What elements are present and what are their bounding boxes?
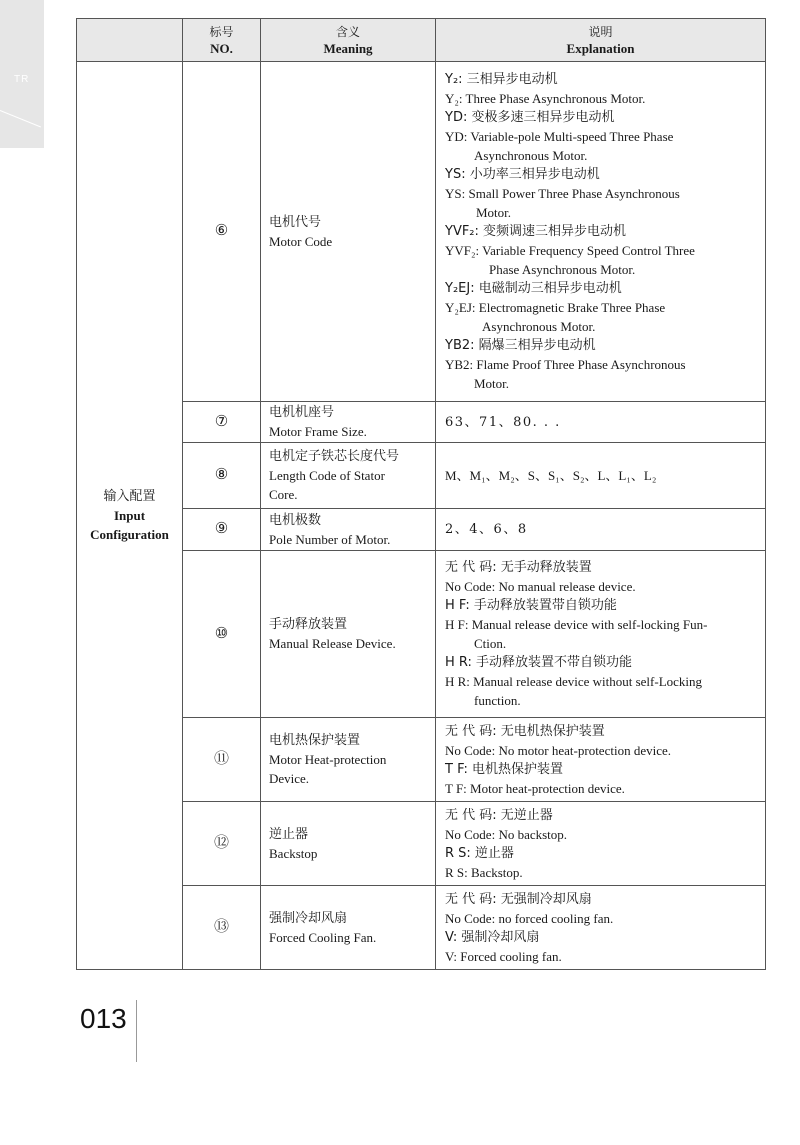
row-number: ⑩ bbox=[183, 551, 261, 718]
row-explanation: 无 代 码: 无强制冷却风扇 No Code: no forced cooling fan. V: 强制冷却风扇 V: Forced cooling fan. bbox=[436, 886, 766, 970]
row-meaning: 电机热保护装置 Motor Heat-protection Device. bbox=[261, 718, 436, 802]
row-meaning: 电机代号 Motor Code bbox=[261, 62, 436, 402]
table-header-row bbox=[77, 19, 766, 62]
header-meaning: 含义 Meaning bbox=[261, 19, 436, 62]
page-number-divider bbox=[136, 1000, 137, 1062]
row-meaning: 电机极数 Pole Number of Motor. bbox=[261, 509, 436, 551]
row-explanation: 无 代 码: 无手动释放装置 No Code: No manual release device. H F: 手动释放装置带自锁功能 H F: Manual release device with self-locking Fun- Ction. H R: 手动释放装置不带自锁功能 H R: Manual release device without self-Locking function. bbox=[436, 551, 766, 718]
header-explanation: 说明 Explanation bbox=[436, 19, 766, 62]
configuration-table bbox=[76, 18, 766, 970]
header-empty bbox=[77, 19, 183, 62]
row-meaning: 手动释放装置 Manual Release Device. bbox=[261, 551, 436, 718]
side-tab bbox=[0, 0, 44, 148]
row-explanation: 无 代 码: 无逆止器 No Code: No backstop. R S: 逆止器 R S: Backstop. bbox=[436, 802, 766, 886]
row-meaning: 逆止器 Backstop bbox=[261, 802, 436, 886]
row-number: ⑥ bbox=[183, 62, 261, 402]
row-explanation: 无 代 码: 无电机热保护装置 No Code: No motor heat-protection device. T F: 电机热保护装置 T F: Motor heat-protection device. bbox=[436, 718, 766, 802]
page-number: 013 bbox=[80, 1003, 127, 1034]
row-explanation: 63、71、80. . . bbox=[436, 402, 766, 443]
group-cell: 输入配置 Input Configuration bbox=[77, 62, 183, 970]
row-meaning: 电机定子铁芯长度代号 Length Code of Stator Core. bbox=[261, 443, 436, 509]
side-tab-decoration bbox=[0, 110, 41, 127]
row-number: ⑦ bbox=[183, 402, 261, 443]
row-number: ⑧ bbox=[183, 443, 261, 509]
row-number: ⑪ bbox=[183, 718, 261, 802]
table-row bbox=[77, 62, 766, 402]
row-meaning: 电机机座号 Motor Frame Size. bbox=[261, 402, 436, 443]
row-number: ⑬ bbox=[183, 886, 261, 970]
row-explanation: M、M₁、M₂、S、S₁、S₂、L、L₁、L₂ bbox=[436, 443, 766, 509]
row-explanation: Y₂: 三相异步电动机 Y₂: Three Phase Asynchronous Motor. YD: 变极多速三相异步电动机 YD: Variable-pole Multi-speed Three Phase Asynchronous Motor. YS: 小功率三相异步电动机 YS: Small Power Three Phase Asynchronous Motor. YVF₂: 变频调速三相异步电动机 YVF₂: Variable Frequency Speed Control Three Phase Asynchronous Motor. Y₂EJ: 电磁制动三相异步电动机 Y₂EJ: Electromagnetic Brake Three Phase Asynchronous Motor. YB2: 隔爆三相异步电动机 YB2: Flame Proof Three Phase Asynchronous Motor. bbox=[436, 62, 766, 402]
row-explanation: 2、4、6、8 bbox=[436, 509, 766, 551]
row-meaning: 强制冷却风扇 Forced Cooling Fan. bbox=[261, 886, 436, 970]
header-no: 标号 NO. bbox=[183, 19, 261, 62]
row-number: ⑨ bbox=[183, 509, 261, 551]
side-tab-label: TR bbox=[14, 74, 30, 85]
row-number: ⑫ bbox=[183, 802, 261, 886]
